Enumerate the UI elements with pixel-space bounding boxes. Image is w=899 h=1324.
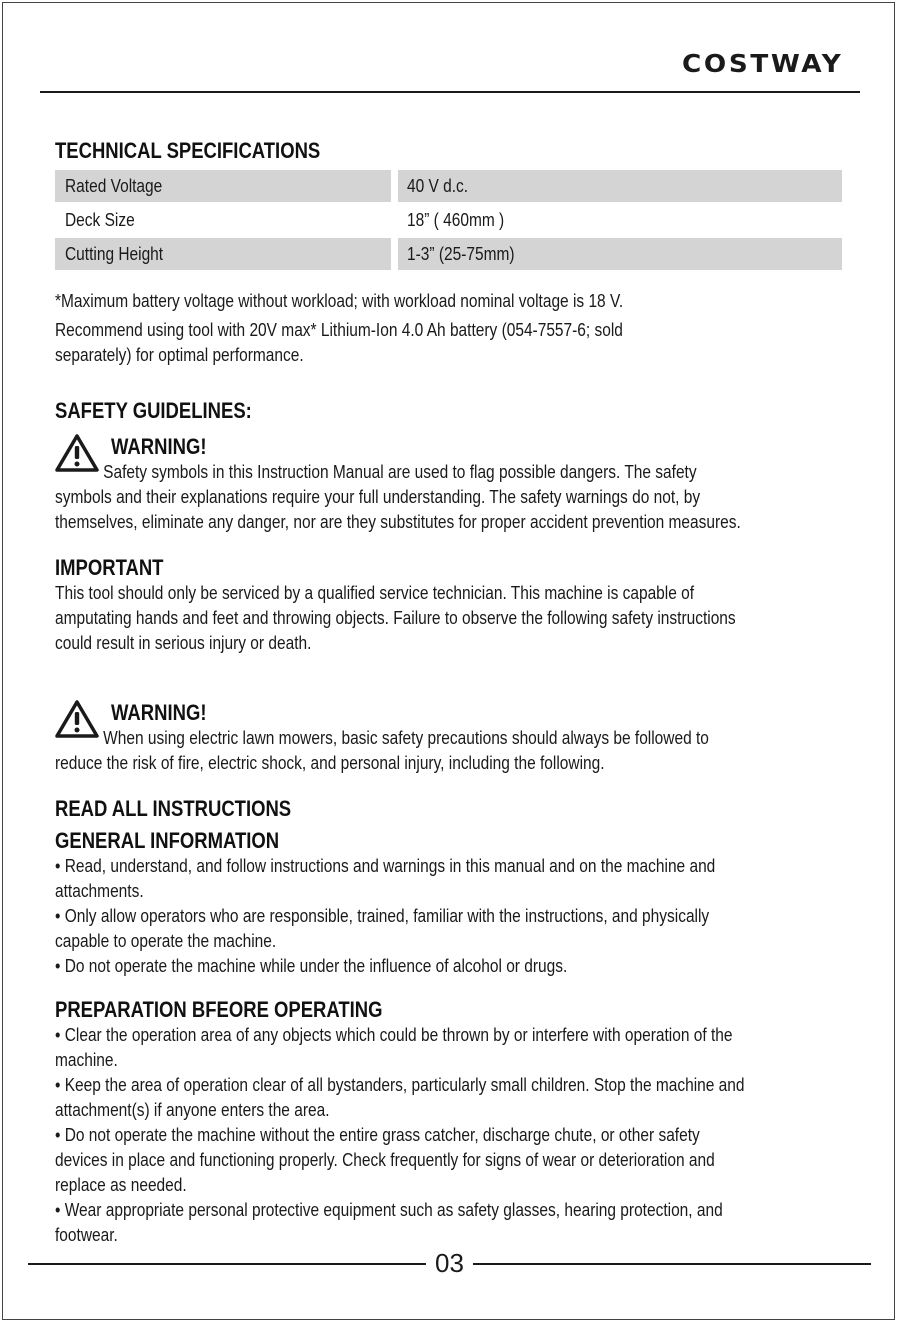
warning-title: WARNING!	[111, 434, 207, 459]
list-item-cont: attachments.	[55, 881, 144, 901]
list-item: • Wear appropriate personal protective equipment such as safety glasses, hearing protection, and	[55, 1200, 723, 1220]
warning-text: Safety symbols in this Instruction Manual are used to flag possible dangers. The safety symbols and their explanations require your full understanding. The safety warnings do not, by themselves, eliminate any danger, nor are they substitutes for proper accident prevention measures.	[55, 462, 741, 532]
warning-title: WARNING!	[111, 700, 207, 725]
page-content	[55, 138, 845, 1248]
battery-note-line: Recommend using tool with 20V max* Lithium-Ion 4.0 Ah battery (054-7557-6; sold	[55, 320, 623, 340]
spec-notes	[55, 289, 845, 368]
spec-row	[55, 170, 842, 204]
list-item: • Keep the area of operation clear of all bystanders, particularly small children. Stop the machine and	[55, 1075, 745, 1095]
list-item-cont: replace as needed.	[55, 1175, 187, 1195]
brand-logo: COSTWAY	[682, 49, 844, 78]
general-info-heading: GENERAL INFORMATION	[55, 828, 280, 853]
important-text: This tool should only be serviced by a qualified service technician. This machine is capable of amputating hands and feet and throwing objects. Failure to observe the following safety instructions could result in serious injury or death.	[55, 583, 736, 653]
list-item: • Do not operate the machine without the entire grass catcher, discharge chute, or other safety	[55, 1125, 700, 1145]
list-item: • Clear the operation area of any objects which could be thrown by or interfere with operation of the	[55, 1025, 733, 1045]
voltage-note: *Maximum battery voltage without workload; with workload nominal voltage is 18 V.	[55, 291, 624, 311]
read-all-heading: READ ALL INSTRUCTIONS	[55, 796, 292, 821]
list-item: • Do not operate the machine while under the influence of alcohol or drugs.	[55, 956, 568, 976]
general-info-list	[55, 854, 845, 979]
page-number: 03	[435, 1248, 464, 1278]
list-item-cont: attachment(s) if anyone enters the area.	[55, 1100, 330, 1120]
spec-value: 18” ( 460mm )	[407, 209, 505, 230]
spec-value: 40 V d.c.	[398, 170, 842, 202]
tech-specs-heading: TECHNICAL SPECIFICATIONS	[55, 138, 321, 163]
list-item: • Read, understand, and follow instructions and warnings in this manual and on the machine and	[55, 856, 716, 876]
list-item-cont: devices in place and functioning properly. Check frequently for signs of wear or deterioration and	[55, 1150, 715, 1170]
spec-label: Deck Size	[65, 209, 135, 230]
list-item-cont: capable to operate the machine.	[55, 931, 277, 951]
spec-value: 1-3” (25-75mm)	[398, 238, 842, 270]
spec-label: Cutting Height	[55, 238, 391, 270]
important-heading: IMPORTANT	[55, 555, 164, 580]
warning-text: When using electric lawn mowers, basic safety precautions should always be followed to reduce the risk of fire, electric shock, and personal injury, including the following.	[55, 728, 709, 773]
list-item: • Only allow operators who are responsible, trained, familiar with the instructions, and physically	[55, 906, 710, 926]
header-rule	[40, 91, 860, 93]
warning-block-1	[55, 434, 845, 535]
spec-row	[55, 238, 842, 272]
spec-label: Rated Voltage	[55, 170, 391, 202]
list-item-cont: machine.	[55, 1050, 118, 1070]
spec-table	[55, 170, 842, 272]
preparation-list	[55, 1023, 845, 1248]
footer-rule-right	[473, 1263, 871, 1265]
preparation-heading: PREPARATION BFEORE OPERATING	[55, 997, 383, 1022]
safety-heading: SAFETY GUIDELINES:	[55, 398, 252, 423]
footer-rule-left	[28, 1263, 426, 1265]
list-item-cont: footwear.	[55, 1225, 118, 1245]
battery-note-line: separately) for optimal performance.	[55, 345, 304, 365]
spec-row	[55, 204, 842, 238]
warning-block-2	[55, 700, 845, 776]
